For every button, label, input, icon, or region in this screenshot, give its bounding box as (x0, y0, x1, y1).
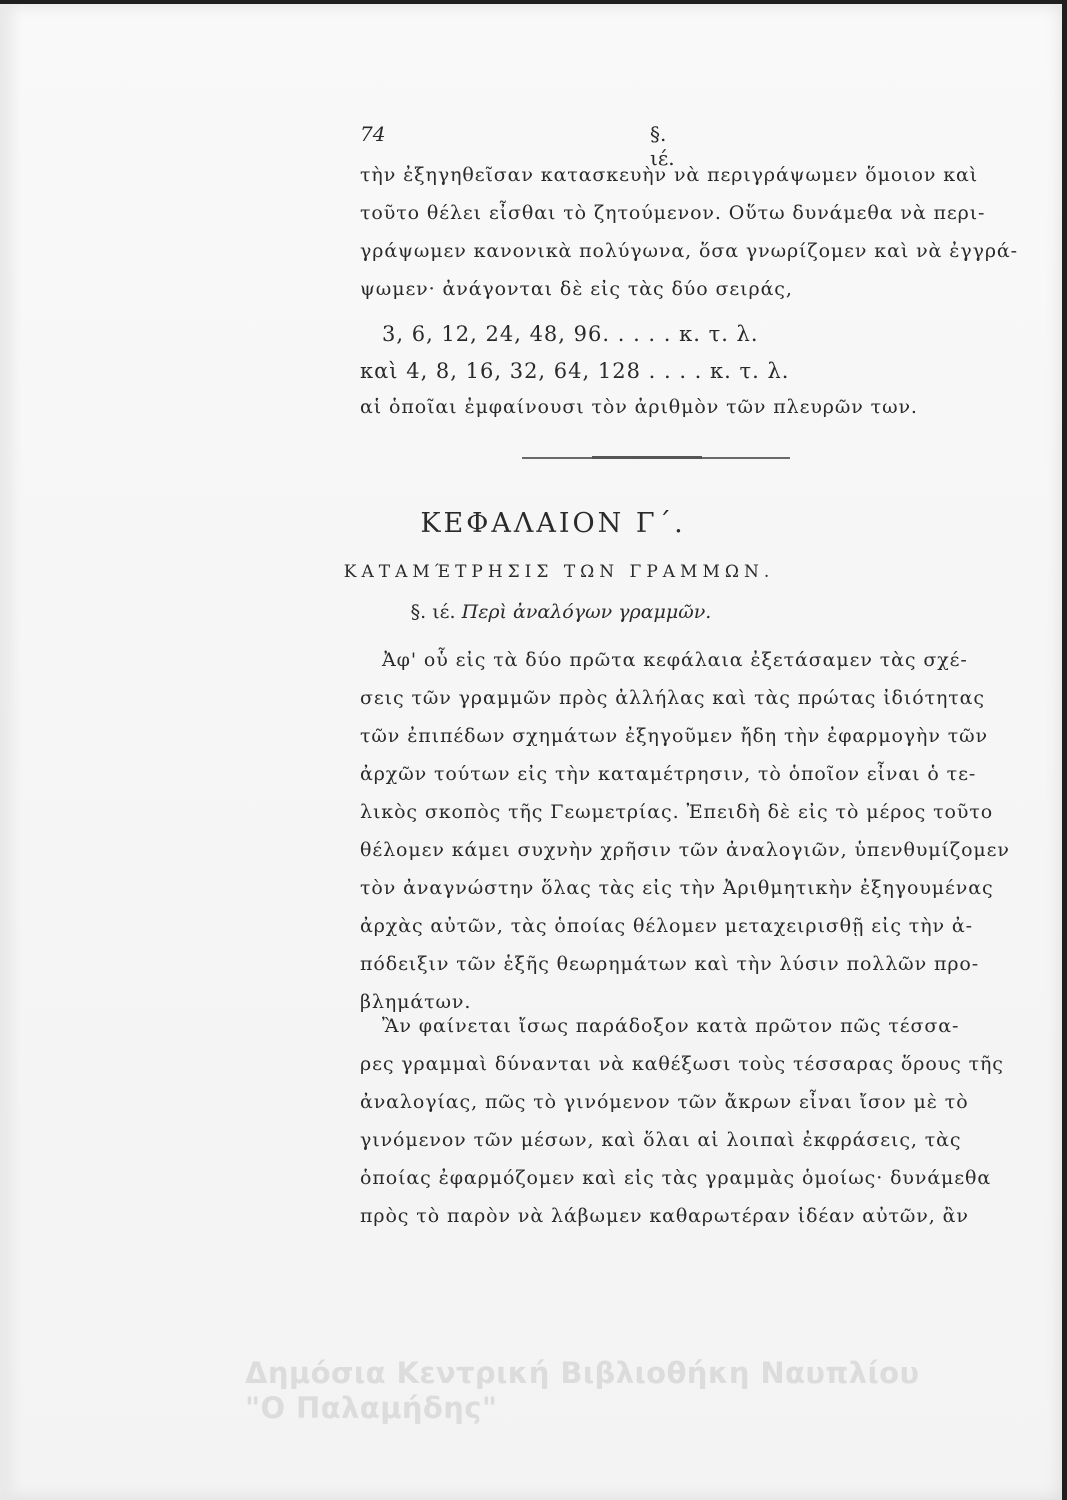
header-section-mark: §. ιέ. (650, 122, 675, 170)
series-line: 3, 6, 12, 24, 48, 96. . . . . κ. τ. λ. (382, 322, 759, 346)
text-line: σεις τῶν γραμμῶν πρὸς ἀλλήλας καὶ τὰς πρώτας ἰδιότητας (360, 687, 985, 709)
text-line: γράψωμεν κανονικὰ πολύγωνα, ὅσα γνωρίζομεν καὶ νὰ ἐγγρά- (360, 240, 1018, 262)
text-line: γινόμενον τῶν μέσων, καὶ ὅλαι αἱ λοιπαὶ ἐκφράσεις, τὰς (360, 1129, 962, 1151)
text-line: ψωμεν· ἀνάγονται δὲ εἰς τὰς δύο σειράς, (360, 278, 793, 300)
watermark-line: "Ο Παλαμήδης" (245, 1391, 498, 1425)
page-shadow-edge (0, 4, 22, 1500)
section-mark: §. ιέ. (410, 601, 456, 623)
page-number: 74 (360, 122, 386, 146)
book-page (0, 4, 1062, 1500)
text-line: θέλομεν κάμει συχνὴν χρῆσιν τῶν ἀναλογιῶν, ὑπενθυμίζομεν (360, 839, 1010, 861)
text-line: πρὸς τὸ παρὸν νὰ λάβωμεν καθαρωτέραν ἰδέαν αὐτῶν, ἂν (360, 1205, 969, 1227)
text-line: λικὸς σκοπὸς τῆς Γεωμετρίας. Ἐπειδὴ δὲ εἰς τὸ μέρος τοῦτο (360, 801, 994, 823)
chapter-subtitle: ΚΑΤΑΜΈΤΡΗΣΙΣ ΤΩΝ ΓΡΑΜΜΩΝ. (343, 562, 775, 582)
text-line: Ἀφ' οὗ εἰς τὰ δύο πρῶτα κεφάλαια ἐξετάσαμεν τὰς σχέ- (382, 649, 968, 671)
text-line: ἀρχῶν τούτων εἰς τὴν καταμέτρησιν, τὸ ὁποῖον εἶναι ὁ τε- (360, 763, 977, 785)
text-line: Ἂν φαίνεται ἴσως παράδοξον κατὰ πρῶτον πῶς τέσσα- (382, 1015, 960, 1037)
section-heading (0, 601, 1062, 623)
text-line: τοῦτο θέλει εἶσθαι τὸ ζητούμενον. Οὕτω δυνάμεθα νὰ περι- (360, 202, 986, 224)
section-title: Περὶ ἀναλόγων γραμμῶν. (461, 601, 712, 623)
text-line: τὴν ἐξηγηθεῖσαν κατασκευὴν νὰ περιγράψωμεν ὅμοιον καὶ (360, 164, 979, 186)
text-line: ρες γραμμαὶ δύνανται νὰ καθέξωσι τοὺς τέσσαρας ὅρους τῆς (360, 1053, 1004, 1075)
text-line: τὸν ἀναγνώστην ὅλας τὰς εἰς τὴν Ἀριθμητικὴν ἐξηγουμένας (360, 877, 994, 899)
decorative-divider (522, 457, 790, 459)
chapter-title: ΚΕΦΑΛΑΙΟΝ Γ΄. (420, 508, 686, 539)
text-line: πόδειξιν τῶν ἑξῆς θεωρημάτων καὶ τὴν λύσιν πολλῶν προ- (360, 953, 980, 975)
watermark-line: Δημόσια Κεντρική Βιβλιοθήκη Ναυπλίου (245, 1356, 920, 1390)
text-line: ὁποίας ἐφαρμόζομεν καὶ εἰς τὰς γραμμὰς ὁμοίως· δυνάμεθα (360, 1167, 992, 1189)
text-line: τῶν ἐπιπέδων σχημάτων ἐξηγοῦμεν ἤδη τὴν ἐφαρμογὴν τῶν (360, 725, 988, 747)
text-line: ἀναλογίας, πῶς τὸ γινόμενον τῶν ἄκρων εἶναι ἴσον μὲ τὸ (360, 1091, 969, 1113)
page-header (360, 122, 690, 170)
series-line: καὶ 4, 8, 16, 32, 64, 128 . . . . κ. τ. λ. (360, 359, 790, 383)
library-watermark (245, 1356, 1035, 1426)
text-line: αἱ ὁποῖαι ἐμφαίνουσι τὸν ἀριθμὸν τῶν πλευρῶν των. (360, 396, 918, 418)
text-line: βλημάτων. (360, 991, 472, 1013)
text-line: ἀρχὰς αὐτῶν, τὰς ὁποίας θέλομεν μεταχειρισθῇ εἰς τὴν ἀ- (360, 915, 973, 937)
